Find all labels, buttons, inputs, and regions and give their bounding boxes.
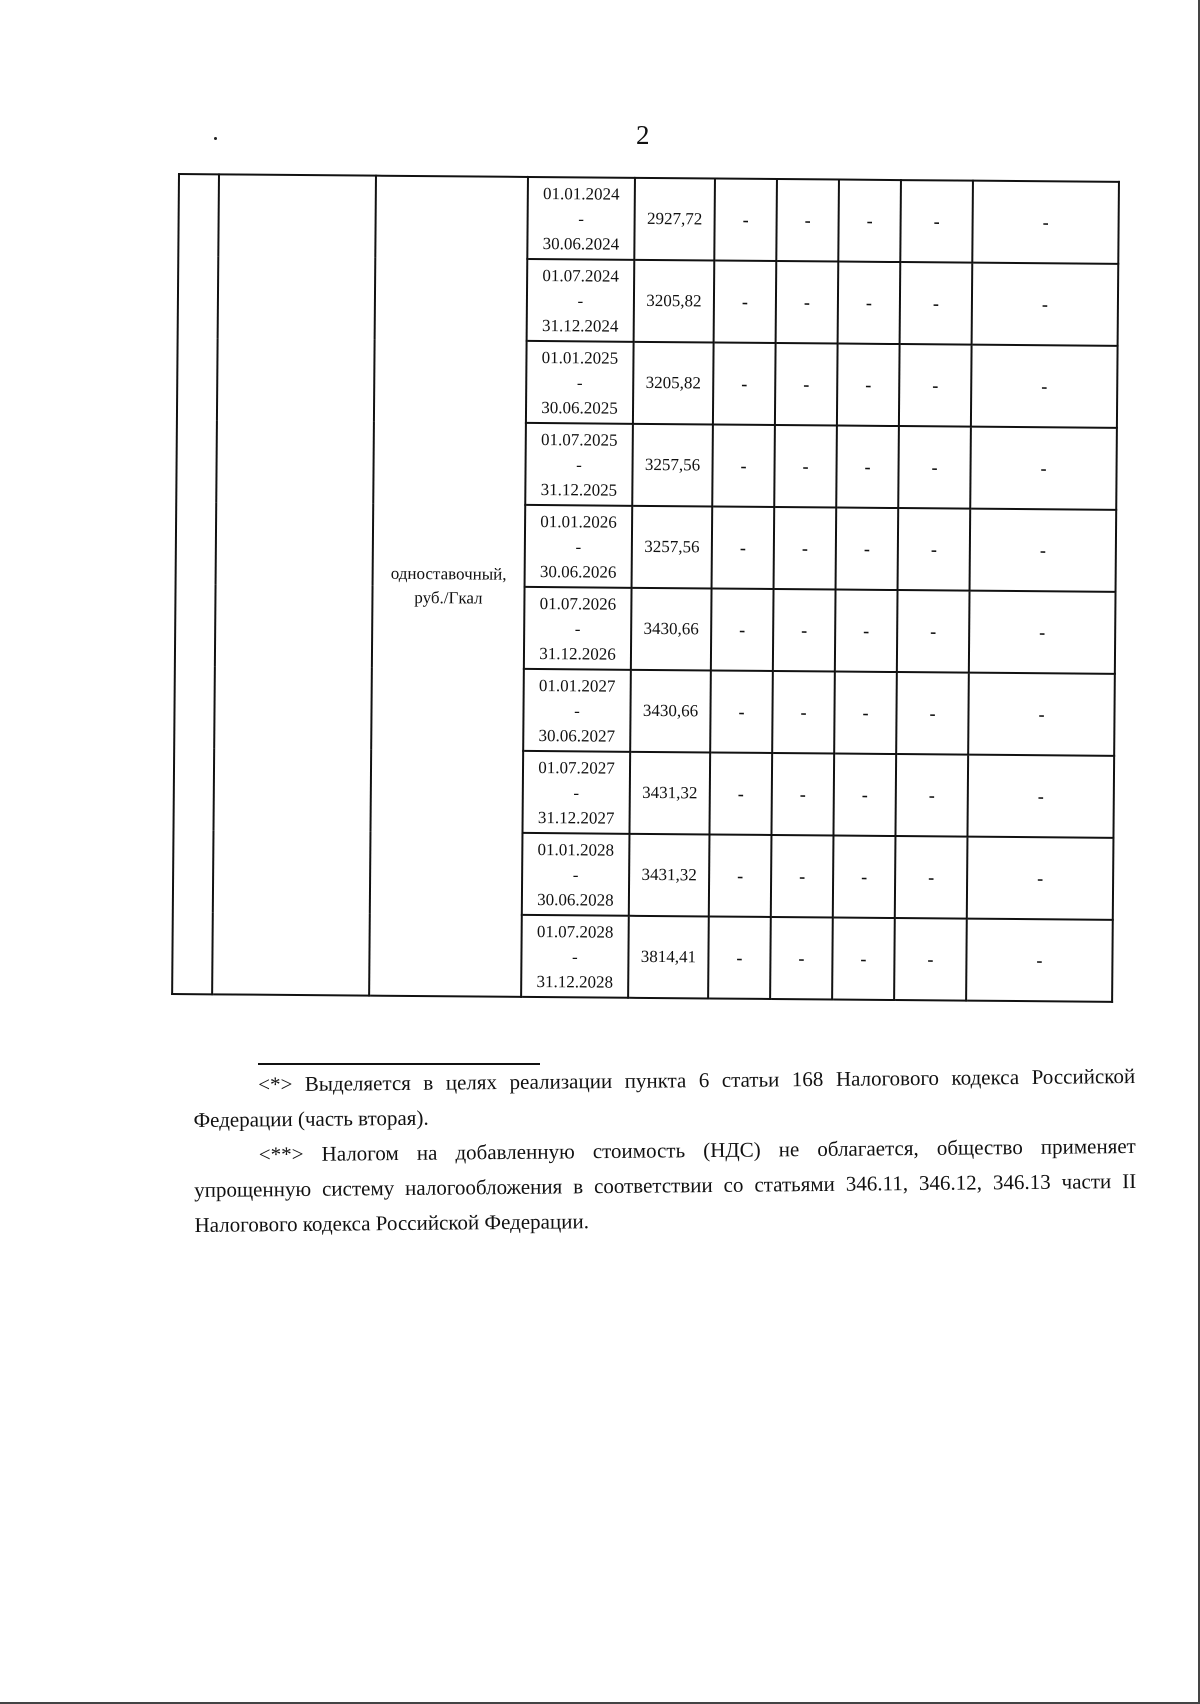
- empty-value-cell: -: [968, 673, 1115, 756]
- empty-value-cell: -: [835, 590, 898, 673]
- empty-value-cell: -: [967, 755, 1114, 838]
- period-end: 31.12.2024: [541, 315, 619, 336]
- period-end: 31.12.2025: [540, 479, 618, 500]
- period-cell: [524, 587, 632, 670]
- period-sep: -: [573, 782, 580, 802]
- empty-value-cell: -: [899, 344, 972, 427]
- tariff-table: [171, 173, 1120, 1003]
- empty-value-cell: -: [838, 180, 901, 263]
- empty-value-cell: -: [771, 753, 834, 836]
- empty-value-cell: -: [833, 836, 896, 919]
- period-end: 30.06.2026: [539, 561, 617, 582]
- empty-value-cell: -: [971, 345, 1118, 428]
- period-start: 01.01.2027: [538, 675, 616, 696]
- tariff-value-cell: 2927,72: [634, 178, 715, 261]
- empty-value-cell: -: [775, 343, 838, 426]
- empty-value-cell: -: [710, 670, 773, 753]
- period-sep: -: [574, 618, 581, 638]
- tariff-type-cell: одноставочный, руб./Гкал: [369, 176, 528, 997]
- period-end: 30.06.2025: [541, 397, 618, 418]
- empty-value-cell: -: [894, 918, 967, 1001]
- tariff-value-cell: 3205,82: [634, 260, 715, 343]
- period-sep: -: [572, 946, 578, 966]
- empty-value-cell: -: [836, 426, 899, 509]
- empty-value-cell: -: [969, 591, 1116, 674]
- tariff-value-cell: 3431,32: [629, 752, 710, 835]
- empty-value-cell: -: [713, 342, 776, 425]
- table-row: [178, 174, 1119, 264]
- empty-value-cell: -: [832, 918, 895, 1001]
- period-start: 01.07.2028: [536, 921, 614, 942]
- empty-value-cell: -: [709, 834, 772, 917]
- empty-value-cell: -: [774, 425, 837, 508]
- empty-value-cell: -: [896, 672, 969, 755]
- empty-value-cell: -: [834, 672, 897, 755]
- empty-value-cell: -: [837, 344, 900, 427]
- empty-value-cell: -: [714, 178, 777, 261]
- period-cell: [525, 505, 633, 588]
- tariff-value-cell: 3257,56: [632, 424, 713, 507]
- tariff-value-cell: 3430,66: [631, 588, 712, 671]
- period-sep: -: [572, 864, 579, 884]
- period-sep: -: [574, 700, 580, 720]
- period-sep: -: [576, 372, 583, 392]
- period-start: 01.01.2028: [537, 839, 615, 860]
- organization-cell: [212, 174, 376, 995]
- footnote-2: <**> Налогом на добавленную стоимость (НДС) не облагается, общество применяет упрощенную систему налогообложения в соответствии со статьями 346.11, 346.12, 346.13 части II Налогового кодекса Российской Федерации.: [194, 1133, 1137, 1237]
- empty-value-cell: -: [966, 919, 1113, 1002]
- empty-value-cell: -: [836, 508, 899, 591]
- tariff-value-cell: 3257,56: [632, 506, 713, 589]
- tariff-value-cell: 3430,66: [630, 670, 711, 753]
- period-sep: -: [576, 454, 582, 474]
- footnote-1: <*> Выделяется в целях реализации пункта 6 статьи 168 Налогового кодекса Российской Федерации (часть вторая).: [193, 1063, 1136, 1132]
- period-cell: [526, 341, 634, 424]
- empty-value-cell: -: [770, 917, 833, 1000]
- empty-value-cell: -: [895, 836, 968, 919]
- empty-value-cell: -: [897, 590, 970, 673]
- period-start: 01.01.2024: [543, 183, 620, 204]
- empty-value-cell: -: [711, 588, 774, 671]
- empty-value-cell: -: [967, 837, 1114, 920]
- empty-value-cell: -: [771, 835, 834, 918]
- period-end: 31.12.2028: [536, 971, 614, 992]
- period-start: 01.07.2024: [542, 265, 619, 286]
- empty-value-cell: -: [900, 262, 973, 345]
- period-cell: [527, 177, 635, 260]
- empty-value-cell: -: [898, 426, 971, 509]
- period-end: 30.06.2028: [537, 889, 614, 910]
- period-end: 31.12.2026: [539, 643, 616, 664]
- empty-value-cell: -: [838, 262, 901, 345]
- period-cell: [522, 751, 630, 834]
- tariff-value-cell: 3205,82: [633, 342, 714, 425]
- period-cell: [523, 669, 631, 752]
- table-body: [172, 174, 1119, 1002]
- period-sep: -: [577, 290, 584, 310]
- empty-value-cell: -: [712, 506, 775, 589]
- period-start: 01.07.2027: [538, 757, 615, 778]
- period-end: 31.12.2027: [537, 807, 615, 828]
- footnotes: [193, 1059, 1137, 1243]
- period-cell: [527, 259, 635, 342]
- empty-value-cell: -: [774, 507, 837, 590]
- empty-value-cell: -: [833, 754, 896, 837]
- empty-value-cell: -: [972, 263, 1119, 346]
- period-sep: -: [575, 536, 582, 556]
- empty-value-cell: -: [970, 427, 1117, 510]
- period-start: 01.07.2025: [540, 429, 618, 450]
- empty-value-cell: -: [972, 181, 1119, 264]
- empty-value-cell: -: [772, 671, 835, 754]
- tariff-value-cell: 3431,32: [629, 834, 710, 917]
- period-cell: [521, 915, 629, 998]
- period-end: 30.06.2024: [542, 233, 620, 254]
- empty-value-cell: -: [776, 261, 839, 344]
- period-start: 01.07.2026: [539, 593, 617, 614]
- period-start: 01.01.2025: [541, 347, 619, 368]
- period-sep: -: [578, 208, 585, 228]
- page-number: 2: [636, 120, 650, 150]
- empty-value-cell: -: [714, 260, 777, 343]
- empty-value-cell: -: [895, 754, 968, 837]
- number-cell: [172, 174, 219, 994]
- period-start: 01.01.2026: [540, 511, 617, 532]
- empty-value-cell: -: [773, 589, 836, 672]
- period-cell: [525, 423, 633, 506]
- empty-value-cell: -: [712, 424, 775, 507]
- period-end: 30.06.2027: [538, 725, 616, 746]
- empty-value-cell: -: [900, 180, 973, 263]
- period-cell: [522, 833, 630, 916]
- empty-value-cell: -: [708, 916, 771, 999]
- empty-value-cell: -: [898, 508, 971, 591]
- tariff-value-cell: 3814,41: [628, 916, 709, 999]
- empty-value-cell: -: [709, 752, 772, 835]
- empty-value-cell: -: [776, 179, 839, 262]
- empty-value-cell: -: [970, 509, 1117, 592]
- scan-artifact-dot: [214, 137, 217, 140]
